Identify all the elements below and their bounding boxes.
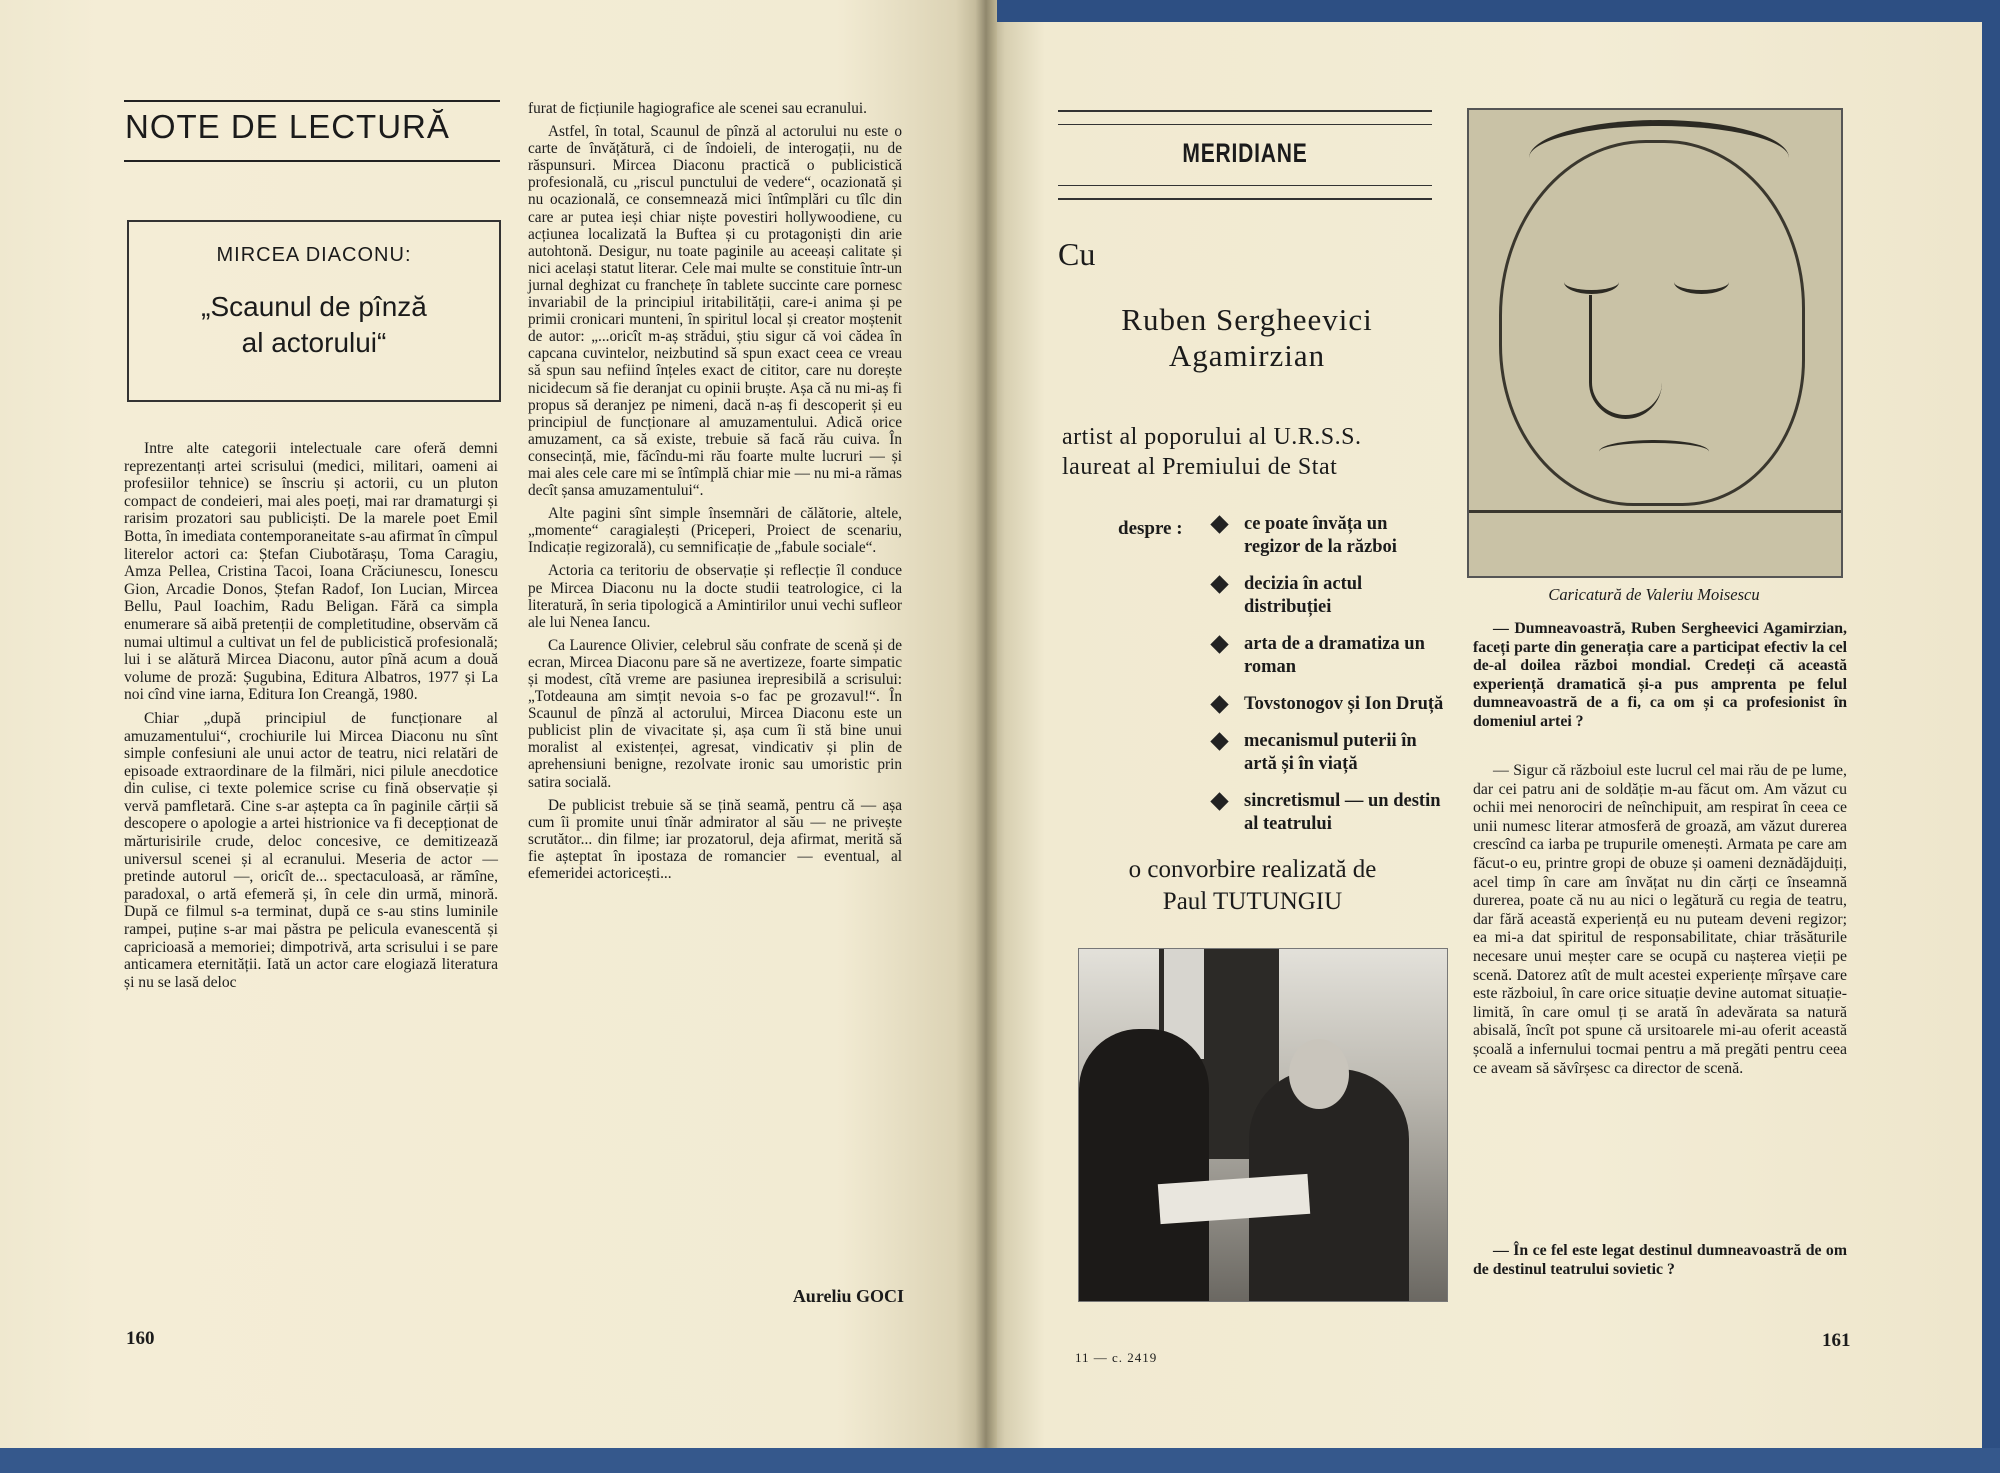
paragraph: — În ce fel este legat destinul dumneavoastră de om de destinul teatrului sovietic ? <box>1473 1242 1847 1278</box>
interview-photo <box>1078 948 1448 1302</box>
caricature-portrait <box>1467 108 1843 578</box>
paragraph: furat de ficțiunile hagiografice ale scenei sau ecranului. <box>528 100 867 117</box>
diamond-bullet-icon <box>1210 635 1228 653</box>
credit-line: Paul TUTUNGIU <box>1162 888 1343 915</box>
interview-question <box>1473 1242 1847 1279</box>
paragraph: Ca Laurence Olivier, celebrul său confrate de scenă și de ecran, Mircea Diaconu pare să ne avertizeze, foarte simpatic și modest, cîtă vreme are pasiunea irepresibilă a scrisului: „Totdeauna am simțit nevoia s-o fac pe grozavul!“. În Scaunul de pînză al actorului, Mircea Diaconu este un publicist plin de vivacitate și, așa cum îi stă bine unui moralist al existenței, agresat, vindicativ și plin de aprehensiuni benigne, rezolvate ironic sau umoristic prin satira socială. <box>528 636 902 791</box>
interview-answer <box>1473 762 1847 1078</box>
diamond-bullet-icon <box>1210 695 1228 713</box>
article-signature: Aureliu GOCI <box>792 1286 904 1306</box>
paragraph: — Dumneavoastră, Ruben Sergheevici Agamirzian, faceți parte din generația care a participat efectiv la cel de-al doilea război mondial. Credeți că această experiență dramatică și-a pus amprenta pe felul dumneavoastră de a fi, ca om și ca profesionist în domeniul artei ? <box>1473 620 1847 730</box>
paragraph: De publicist trebuie să se țină seamă, pentru că — așa cum îi promite unui tînăr admirator al său — ne privește scrutător... din filme; iar prozatorul, deja afirmat, merită să fie așteptat în ipostaza de romancier — eventual, al efemeridei actoricești... <box>528 796 902 883</box>
print-signature: 11 — c. 2419 <box>1075 1350 1158 1365</box>
paragraph: Intre alte categorii intelectuale care oferă demni reprezentanți artei scrisului (medici, militari, oameni ai profesiilor tehnice) se înscriu și actorii, cu un pluton compact de condeieri, mai ales poeți, mai rar dramaturgi și rarisim prozatori sau publiciști. De la marele poet Emil Botta, în imediata contemporaneitate s-au afirmat în cîmpul literelor actori ca: Ștefan Ciubotărașu, Toma Caragiu, Amza Pellea, Cristina Tacoi, Ioana Crăciunescu, Ionescu Gion, Arcadie Donos, Ștefan Radof, Ion Lucian, Mircea Bellu, Paul Ioachim, Radu Beligan. Fără ca simpla enumerare să aibă pretenții de completitudine, observăm că numai ultimul a cultivat un fel de publicistică profesională; lui i se alătură Mircea Diaconu, autor pînă acum a două volume de proză: Șugubina, Editura Albatros, 1977 și La noi cînd vine iarna, Editura Ion Creangă, 1980. <box>124 440 498 704</box>
topic-item: Tovstonogov și Ion Druță <box>1210 693 1444 716</box>
name-line: Ruben Sergheevici <box>1121 302 1373 337</box>
article-author: MIRCEA DIACONU: <box>216 244 412 266</box>
title-rule <box>124 160 500 162</box>
topic-item: mecanismul puterii în artă și în viață <box>1210 730 1444 776</box>
portrait-caption: Caricatură de Valeriu Moisescu <box>1548 585 1760 604</box>
diamond-bullet-icon <box>1210 792 1228 810</box>
page-number: 161 <box>1822 1330 1851 1351</box>
article-title-box <box>127 220 501 402</box>
book-cover-edge <box>0 1448 2000 1473</box>
paragraph: Chiar „după principiul de funcționare al amuzamentului“, crochiurile lui Mircea Diaconu nu sînt simple confesiuni ale unui actor de teatru, nici relatări de episoade extraordinare de la filmări, nici pilule anecdotice din culise, ci texte polemice scrise cu fină observație și vervă pamfletară. Cine s-ar aștepta ca în paginile cărții să descopere o apologie a artei histrionice va fi decepționat de mărturisirile crude, deloc concesive, ce demitizează universul scenei și al ecranului. Meseria de actor — pretinde autorul —, oricît de... spectaculoasă, ar rămîne, paradoxal, o artă efemeră și, în cele din urmă, minoră. După ce filmul s-a terminat, după ce s-au stins luminile rampei, puține s-ar mai păstra pe pelicula evanescentă și capricioasă a memoriei; dimpotrivă, arta scrisului i se pare anticamera eternității. Iată un actor care elogiază literatura și nu se lasă deloc <box>124 709 498 991</box>
credit-line: o convorbire realizată de <box>1128 856 1377 883</box>
article-title-line: „Scaunul de pînză <box>201 291 427 322</box>
article-title-line: al actorului“ <box>241 327 387 358</box>
paragraph: Alte pagini sînt simple însemnări de călătorie, altele, „momente“ caragialești (Priceperi, Proiect de scenariu, Indicație regizorală), cu semnificație de „fabule sociale“. <box>528 505 902 557</box>
text-column <box>124 440 498 991</box>
section-title: MERIDIANE <box>1182 138 1308 168</box>
text-column <box>528 100 902 882</box>
diamond-bullet-icon <box>1210 515 1228 533</box>
paragraph: Actoria ca teritoriu de observație și reflecție îl conduce pe Mircea Diaconu nu la docte studii teatrologice, ci la literatură, în seria tipologică a Amintirilor unui vechi sufleor ale lui Nenea Iancu. <box>528 562 902 631</box>
title-rule <box>124 100 500 102</box>
left-page <box>0 0 985 1448</box>
topics-label: despre : <box>1118 518 1183 539</box>
interview-question <box>1473 620 1847 732</box>
title-line: laureat al Premiului de Stat <box>1062 454 1338 480</box>
topic-item: decizia în actul distribuției <box>1210 573 1444 619</box>
section-title: NOTE DE LECTURĂ <box>125 108 450 145</box>
book-gutter <box>975 0 997 1448</box>
page-number: 160 <box>126 1328 155 1349</box>
diamond-bullet-icon <box>1210 575 1228 593</box>
paragraph: Astfel, în total, Scaunul de pînză al actorului nu este o carte de învățătură, ci de îndoieli, de interogații, nu de răspunsuri. Mircea Diaconu practică o publicistică profesională, cu „riscul punctului de vedere“, ocazionată și nu ocazională, ce consemnează mici întîmplări cu tîlc din care ar putea ieși chiar niște povestiri hollywoodiene, cu acțiunea localizată la Buftea și cu protagoniști din arie autohtonă. Desigur, nu toate paginile au aceeași calitate și nici același statut literar. Cele mai multe se constituie într-un jurnal deghizat cu franchețe în tablete succinte care pornesc invariabil de la principiul iritabilității, care-i anima și pe primii cronicari munteni, în spiritul local și creator moștenit de autor: „...oricît m-aș strădui, știu sigur că voi cădea în capcana cuvintelor, neizbutind să spun exact ceea ce vreau să spun sau nefiind înțeles exact de cititor, care nu dorește nicidecum să fie deranjat cu opinii bruște. Așa că nu mi-aș fi propus să deranjez pe nimeni, dacă n-aș fi descoperit și eu principiul de funcționare al amuzamentului. Adică orice amuzament, ca să existe, trebuie să facă rău cuiva. În consecință, mie, făcîndu-mi rău foarte multe lucruri — și mai ales cele care mi se întîmplă chiar mie — nu mi-a rămas decît șansa amuzamentului“. <box>528 123 902 500</box>
diamond-bullet-icon <box>1210 732 1228 750</box>
book-cover-edge <box>1982 0 2000 1473</box>
interviewee-name <box>1060 302 1434 374</box>
name-line: Agamirzian <box>1168 338 1326 373</box>
topic-item: sincretismul — un destin al teatrului <box>1210 790 1444 836</box>
paragraph: — Sigur că războiul este lucrul cel mai rău de pe lume, dar cei patru ani de soldăție m-au făcut om. Am văzut cu ochii mei nenorociri de neînchipuit, am respirat în ceea ce unii numesc literar atmosferă de groază, am văzut durerea crescînd ca iarba pe trupurile omenești. Armata pe care am făcut-o eu, printre gropi de obuze și oameni deznădăjduiți, acel timp în care am învățat nu din cărți ce înseamnă durerea, poate că nu au nici o legătură cu regia de teatru, dar fără această experiență eu nu puteam deveni regizor; ea mi-a dat spiritul de responsabilitate, chiar trăsăturile necesare unui meșter care se ocupă cu nașterea vieții pe scenă. Datorez atît de mult acestei experiențe mîrșave care este războiul, în care orice situație devine automat situație-limită, în care omul ți se arată în adevărata sa natură abisală, încît pot spune că ursitoarele mi-au oferit această școală a infernului tocmai pentru a mă pregăti pentru ceea ce aveam să săvîrșesc ca director de scenă. <box>1473 762 1847 1077</box>
section-header <box>1058 110 1432 200</box>
topic-item: arta de a dramatiza un roman <box>1210 633 1444 679</box>
title-line: artist al poporului al U.R.S.S. <box>1062 424 1362 450</box>
topics-list <box>1210 513 1444 850</box>
interview-credit <box>1060 854 1445 918</box>
topic-item: ce poate învăța un regizor de la război <box>1210 513 1444 559</box>
intro-word: Cu <box>1058 236 1096 272</box>
